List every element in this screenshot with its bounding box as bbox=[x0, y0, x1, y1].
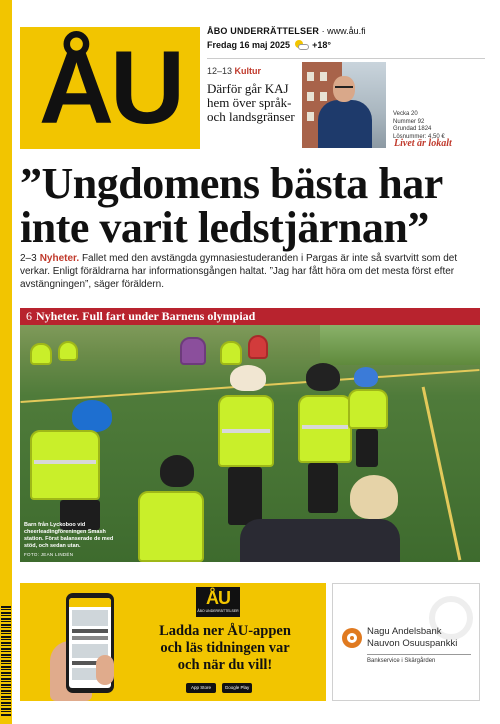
issue-date: Fredag 16 maj 2025 bbox=[207, 40, 291, 50]
store-badges bbox=[186, 683, 252, 693]
separator: · bbox=[321, 26, 325, 36]
main-lead bbox=[20, 252, 486, 291]
issue-founded: Grundad 1824 bbox=[393, 126, 432, 132]
teaser-label bbox=[207, 66, 261, 76]
caption-text: Barn från Lyckoboo vid cheerleadingföreningen Smash station. Först balanserade de med stöd, och sedan utan. bbox=[24, 522, 114, 549]
teaser-section: Kultur bbox=[234, 66, 262, 76]
lead-pages: 2–3 bbox=[20, 253, 37, 264]
masthead-divider bbox=[207, 58, 485, 59]
photo-story-page: 6 bbox=[26, 309, 32, 323]
ad-line-3: och när du vill! bbox=[177, 657, 273, 673]
ad-line-1: Ladda ner ÅU-appen bbox=[159, 623, 291, 639]
issue-price: Lösnummer: 4,50 € bbox=[393, 133, 445, 140]
issue-info bbox=[393, 111, 445, 141]
masthead-info bbox=[207, 24, 387, 52]
masthead-paper-line bbox=[207, 24, 387, 38]
website-link[interactable]: www.åu.fi bbox=[327, 26, 366, 36]
masthead-logo[interactable] bbox=[20, 27, 200, 149]
app-advertisement[interactable] bbox=[20, 583, 326, 701]
bank-name-line-2: Nauvon Osuuspankki bbox=[367, 638, 458, 649]
ad-line-2: och läs tidningen var bbox=[160, 640, 290, 656]
teaser-pages: 12–13 bbox=[207, 66, 233, 76]
issue-week: Vecka 20 bbox=[393, 111, 418, 117]
photo-story-section: Nyheter. bbox=[36, 309, 80, 323]
lead-section: Nyheter. bbox=[39, 253, 80, 264]
bank-name bbox=[367, 626, 477, 650]
photo-credit: FOTO: JEAN LINDÉN bbox=[24, 552, 74, 557]
teaser-headline[interactable]: Därför går KAJ hem över språk- och landsgränser bbox=[207, 81, 295, 124]
google-play-badge[interactable]: Google Play bbox=[222, 683, 252, 693]
teaser-portrait-photo[interactable] bbox=[302, 62, 386, 148]
bank-divider bbox=[367, 654, 471, 655]
partly-cloudy-icon bbox=[293, 40, 309, 51]
bank-name-line-1: Nagu Andelsbank bbox=[367, 626, 442, 637]
bank-advertisement[interactable] bbox=[332, 583, 480, 701]
main-headline[interactable]: ”Ungdomens bästa har inte varit ledstjärnan” bbox=[20, 159, 442, 252]
app-store-badge[interactable]: App Store bbox=[186, 683, 216, 693]
ad-logo-mark: ÅU bbox=[206, 588, 230, 608]
temperature: +18° bbox=[312, 40, 331, 50]
thumb-illustration bbox=[96, 655, 114, 685]
ad-text bbox=[130, 623, 320, 674]
date-line bbox=[207, 38, 387, 52]
lead-text: Fallet med den avstängda gymnasiestuderanden i Pargas är inte så svartvitt som det verkar. Enligt föräldrarna har informationsgången haltat. ”Jag har fått höra om det mesta först efter avstängningen”, säger föräldern. bbox=[20, 253, 458, 290]
ad-logo bbox=[196, 587, 240, 617]
bank-tagline: Bankservice i Skärgården bbox=[367, 658, 436, 664]
issue-number: Nummer 92 bbox=[393, 118, 425, 125]
logo-text: ÅU bbox=[38, 30, 182, 146]
op-bank-icon bbox=[342, 628, 362, 648]
slogan: Livet är lokalt bbox=[394, 138, 452, 149]
photo-story-banner[interactable] bbox=[20, 308, 480, 325]
photo-story-headline: Full fart under Barnens olympiad bbox=[82, 309, 256, 323]
photo-caption bbox=[24, 522, 114, 558]
barcode bbox=[1, 606, 11, 716]
ad-logo-sub: ÅBO UNDERRÄTTELSER bbox=[197, 609, 239, 613]
paper-name: ÅBO UNDERRÄTTELSER bbox=[207, 26, 320, 36]
